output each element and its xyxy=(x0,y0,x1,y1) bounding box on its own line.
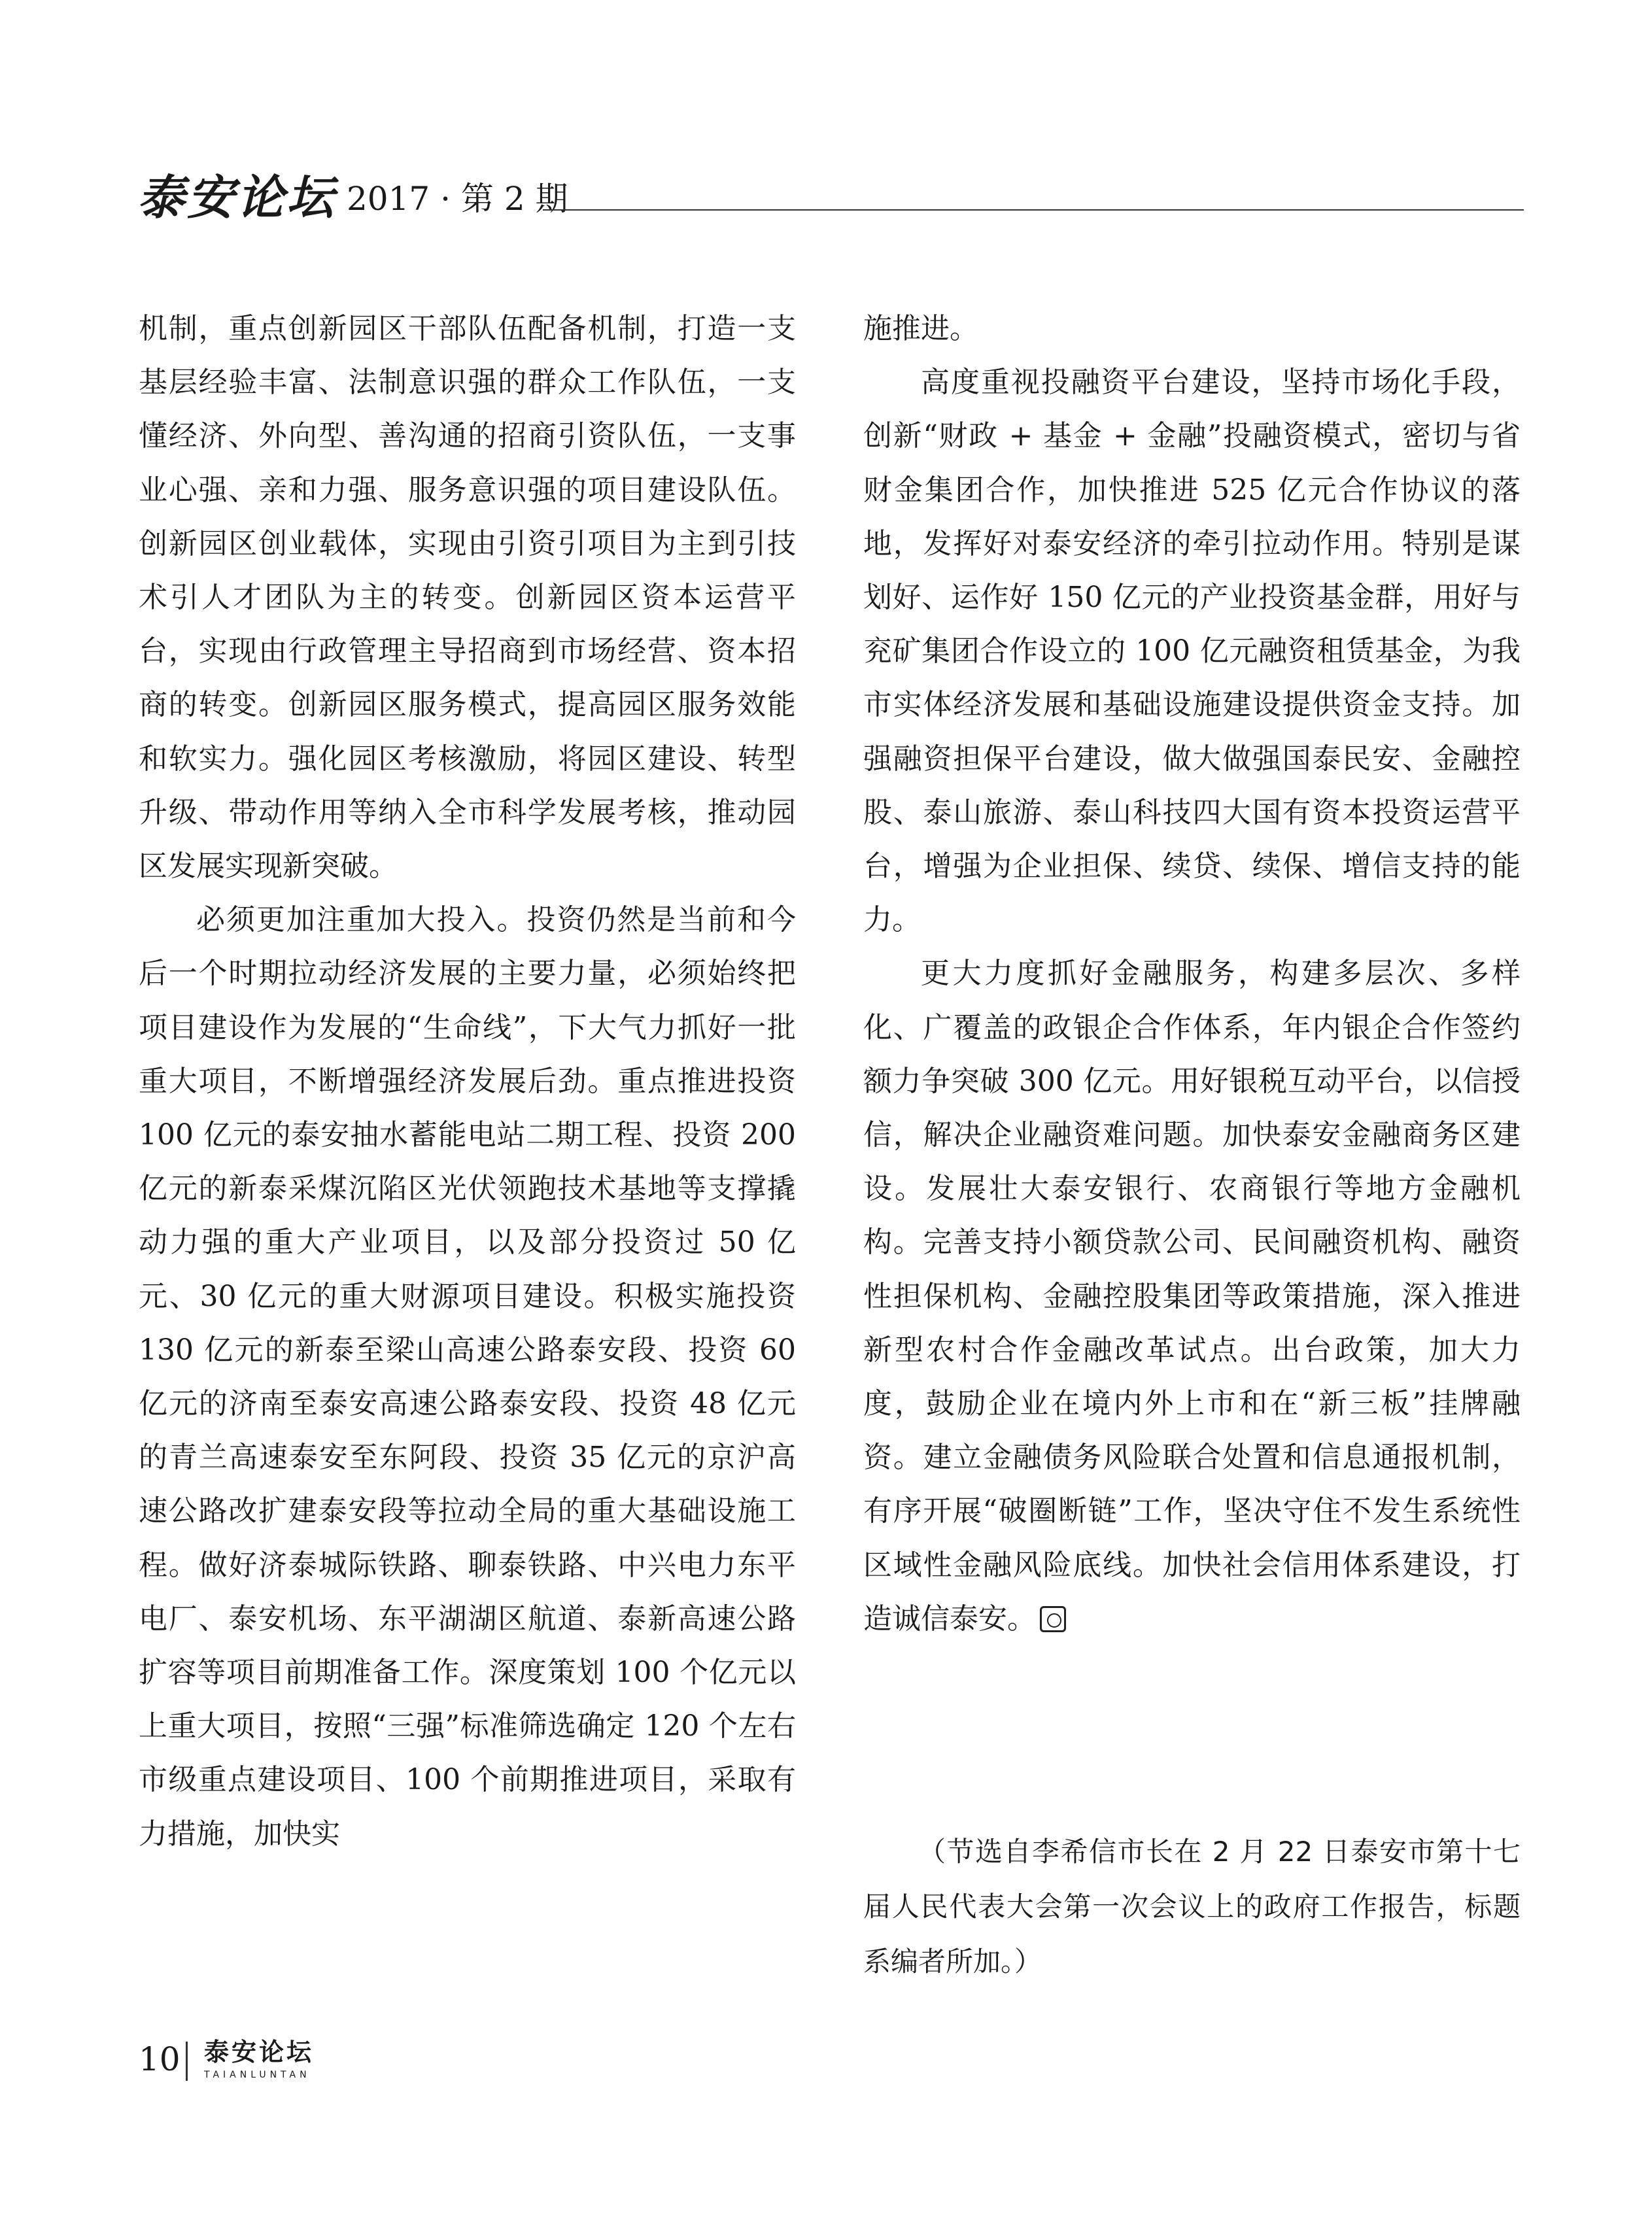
page-number: 10 xyxy=(139,2040,181,2078)
seal-end-mark-icon xyxy=(1040,1606,1066,1632)
left-column xyxy=(139,302,796,1861)
page-header xyxy=(137,171,1524,224)
paragraph: 施推进。 xyxy=(863,312,978,345)
paragraph-last xyxy=(863,947,1521,1646)
right-column xyxy=(863,302,1521,1646)
paragraph: 高度重视投融资平台建设，坚持市场化手段，创新“财政 + 基金 + 金融”投融资模式，密切与省财金集团合作，加快推进 525 亿元合作协议的落地，发挥好对泰安经济的牵引拉动作用。特别是谋划好、运作好 150 亿元的产业投资基金群，用好与兖矿集团合作设立的 100 亿元融资租赁基金，为我市实体经济发展和基础设施建设提供资金支持。加强融资担保平台建设，做大做强国泰民安、金融控股、泰山旅游、泰山科技四大国有资本投资运营平台，增强为企业担保、续贷、续保、增信支持的能力。 xyxy=(863,366,1521,937)
issue-number: 2017 · 第 2 期 xyxy=(347,180,568,218)
journal-title: 泰安论坛 xyxy=(137,169,337,225)
header-rule xyxy=(543,209,1524,211)
footer-divider xyxy=(186,2042,188,2081)
source-note: （节选自李希信市长在 2 月 22 日泰安市第十七届人民代表大会第一次会议上的政府工作报告，标题系编者所加。） xyxy=(863,1836,1521,1978)
paragraph: 机制，重点创新园区干部队伍配备机制，打造一支基层经验丰富、法制意识强的群众工作队伍，一支懂经济、外向型、善沟通的招商引资队伍，一支事业心强、亲和力强、服务意识强的项目建设队伍。创新园区创业载体，实现由引资引项目为主到引技术引人才团队为主的转变。创新园区资本运营平台，实现由行政管理主导招商到市场经营、资本招商的转变。创新园区服务模式，提高园区服务效能和软实力。强化园区考核激励，将园区建设、转型升级、带动作用等纳入全市科学发展考核，推动园区发展实现新突破。 xyxy=(139,312,796,883)
footer-journal-pinyin: TAIANLUNTAN xyxy=(204,2070,311,2080)
paragraph: 必须更加注重加大投入。投资仍然是当前和今后一个时期拉动经济发展的主要力量，必须始终把项目建设作为发展的“生命线”，下大气力抓好一批重大项目，不断增强经济发展后劲。重点推进投资 100 亿元的泰安抽水蓄能电站二期工程、投资 200 亿元的新泰采煤沉陷区光伏领跑技术基地等支撑撬动力强的重大产业项目，以及部分投资过 50 亿元、30 亿元的重大财源项目建设。积极实施投资 130 亿元的新泰至梁山高速公路泰安段、投资 60 亿元的济南至泰安高速公路泰安段、投资 48 亿元的青兰高速泰安至东阿段、投资 35 亿元的京沪高速公路改扩建泰安段等拉动全局的重大基础设施工程。做好济泰城际铁路、聊泰铁路、中兴电力东平电厂、泰安机场、东平湖湖区航道、泰新高速公路扩容等项目前期准备工作。深度策划 100 个亿元以上重大项目，按照“三强”标准筛选确定 120 个左右市级重点建设项目、100 个前期推进项目，采取有力措施，加快实 xyxy=(139,903,796,1851)
footer-journal-name: 泰安论坛 xyxy=(204,2038,315,2066)
paragraph-text: 更大力度抓好金融服务，构建多层次、多样化、广覆盖的政银企合作体系，年内银企合作签约额力争突破 300 亿元。用好银税互动平台，以信授信，解决企业融资难问题。加快泰安金融商务区建设。发展壮大泰安银行、农商银行等地方金融机构。完善支持小额贷款公司、民间融资机构、融资性担保机构、金融控股集团等政策措施，深入推进新型农村合作金融改革试点。出台政策，加大力度，鼓励企业在境内外上市和在“新三板”挂牌融资。建立金融债务风险联合处置和信息通报机制，有序开展“破圈断链”工作，坚决守住不发生系统性区域性金融风险底线。加快社会信用体系建设，打造诚信泰安。 xyxy=(863,957,1521,1635)
